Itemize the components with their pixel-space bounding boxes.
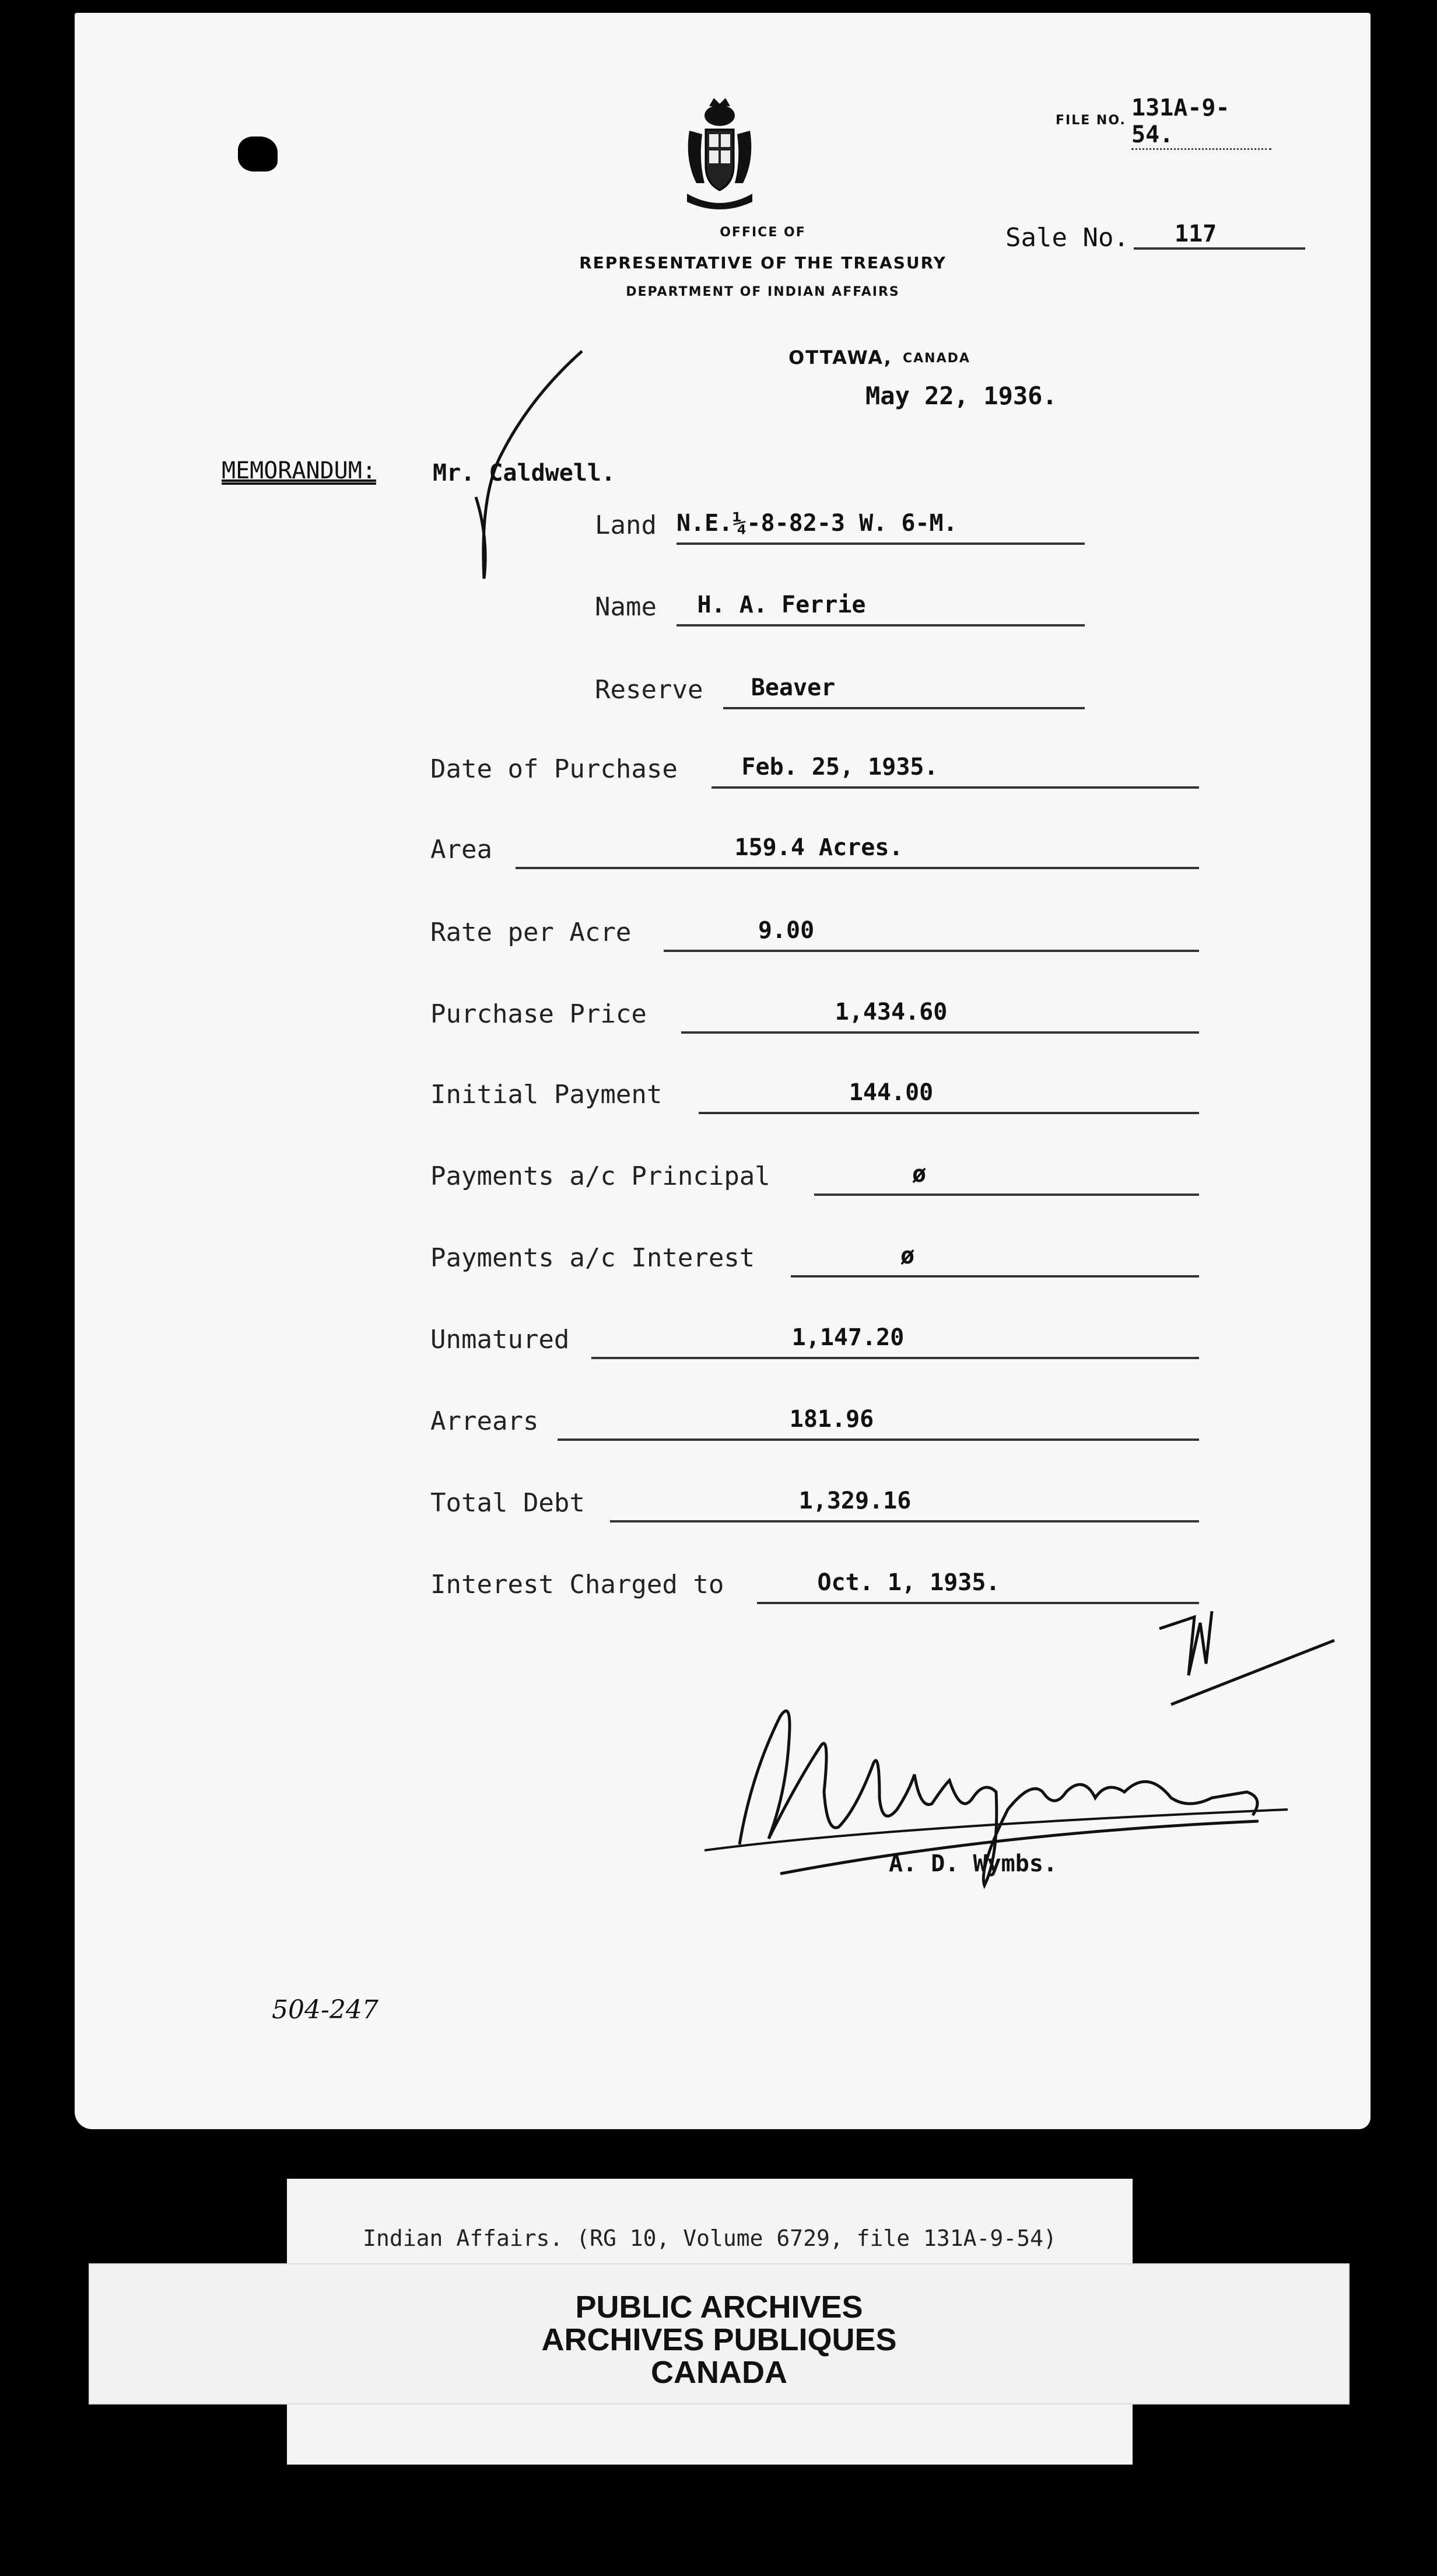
land-label: Land	[595, 510, 657, 540]
payments-principal-value: ø	[912, 1161, 927, 1188]
file-no-value: 131A-9-54.	[1131, 94, 1271, 150]
city-label: OTTAWA,	[788, 346, 892, 369]
unmatured-rule	[591, 1357, 1199, 1359]
land-row	[595, 502, 1347, 548]
unmatured-value: 1,147.20	[791, 1324, 905, 1351]
rate-per-acre-rule	[664, 950, 1199, 952]
archive-line-3: CANADA	[651, 2355, 787, 2390]
unmatured-label: Unmatured	[430, 1325, 570, 1354]
arrears-rule	[558, 1438, 1199, 1441]
area-rule	[516, 867, 1199, 869]
payments-interest-value: ø	[900, 1242, 915, 1269]
check-mark-annotation	[448, 345, 588, 602]
payments-interest-rule	[791, 1275, 1199, 1278]
payments-principal-row	[430, 1153, 1305, 1199]
total-debt-rule	[610, 1520, 1199, 1522]
office-of-label: OFFICE OF	[720, 225, 806, 240]
initial-payment-row	[430, 1071, 1305, 1118]
archive-line-2: ARCHIVES PUBLIQUES	[541, 2322, 897, 2357]
date-of-purchase-label: Date of Purchase	[430, 754, 678, 784]
signatory-name: A. D. Wymbs.	[889, 1850, 1057, 1877]
reserve-rule	[723, 707, 1085, 709]
initial-payment-label: Initial Payment	[430, 1080, 663, 1110]
rate-per-acre-value: 9.00	[758, 917, 815, 944]
purchase-price-value: 1,434.60	[835, 999, 948, 1026]
department-name: DEPARTMENT OF INDIAN AFFAIRS	[626, 285, 900, 299]
addressee: Mr. Caldwell.	[433, 460, 616, 487]
archive-citation: Indian Affairs. (RG 10, Volume 6729, file 131A-9-54)	[363, 2225, 1057, 2251]
ink-blot	[238, 136, 278, 172]
arrears-row	[430, 1398, 1305, 1444]
area-value: 159.4 Acres.	[734, 834, 903, 861]
file-no-label: FILE NO.	[1056, 113, 1126, 128]
reserve-row	[595, 666, 1347, 713]
interest-charged-label: Interest Charged to	[430, 1570, 724, 1600]
memorandum-page	[75, 13, 1371, 2129]
interest-charged-rule	[757, 1602, 1199, 1604]
total-debt-value: 1,329.16	[798, 1488, 912, 1514]
area-row	[430, 826, 1305, 873]
purchase-price-rule	[681, 1031, 1199, 1034]
sale-no-value: 117	[1134, 220, 1305, 250]
arrears-label: Arrears	[430, 1406, 539, 1436]
memorandum-label: MEMORANDUM:	[222, 457, 376, 484]
purchase-price-row	[430, 991, 1305, 1037]
name-row	[595, 583, 1347, 630]
reserve-value: Beaver	[751, 674, 836, 701]
date-of-purchase-rule	[712, 786, 1199, 789]
initial-payment-value: 144.00	[849, 1079, 934, 1106]
total-debt-label: Total Debt	[430, 1488, 585, 1518]
unmatured-row	[430, 1316, 1305, 1363]
purchase-price-label: Purchase Price	[430, 999, 647, 1029]
name-value: H. A. Ferrie	[697, 592, 866, 618]
coat-of-arms-emblem	[679, 96, 760, 218]
name-label: Name	[595, 592, 657, 622]
name-rule	[677, 624, 1085, 626]
interest-charged-value: Oct. 1, 1935.	[817, 1569, 1000, 1596]
initial-payment-rule	[699, 1112, 1199, 1114]
area-label: Area	[430, 835, 492, 864]
office-title: REPRESENTATIVE OF THE TREASURY	[579, 253, 947, 272]
arrears-value: 181.96	[789, 1406, 874, 1433]
rate-per-acre-label: Rate per Acre	[430, 918, 632, 947]
reserve-label: Reserve	[595, 675, 703, 705]
payments-interest-row	[430, 1234, 1305, 1281]
payments-interest-label: Payments a/c Interest	[430, 1243, 755, 1273]
archive-label-card	[89, 2263, 1350, 2404]
date-of-purchase-value: Feb. 25, 1935.	[741, 754, 938, 780]
total-debt-row	[430, 1479, 1305, 1526]
sale-no-label: Sale No.	[1005, 223, 1129, 253]
archive-line-1: PUBLIC ARCHIVES	[575, 2290, 863, 2325]
payments-principal-rule	[814, 1194, 1199, 1196]
payments-principal-label: Payments a/c Principal	[430, 1161, 770, 1191]
date-of-purchase-row	[430, 746, 1305, 792]
document-number: 504-247	[272, 1995, 378, 2025]
memo-date: May 22, 1936.	[865, 382, 1057, 410]
land-value: N.E.¼-8-82-3 W. 6-M.	[677, 510, 958, 537]
land-rule	[677, 542, 1085, 545]
rate-per-acre-row	[430, 909, 1305, 956]
country-label: CANADA	[903, 351, 970, 366]
